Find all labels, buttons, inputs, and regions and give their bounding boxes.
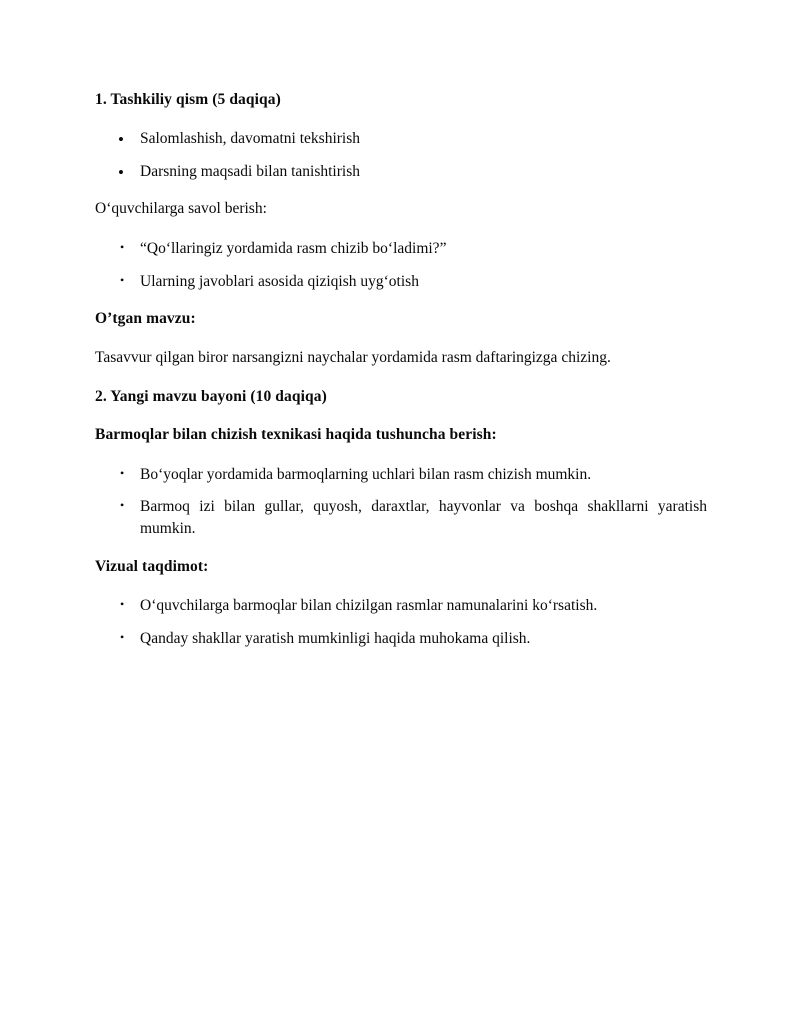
previous-topic-subheading: O’tgan mavzu: — [95, 310, 196, 328]
section-2-heading: 2. Yangi mavzu bayoni (10 daqiqa) — [95, 387, 327, 405]
list-item: • O‘quvchilarga barmoqlar bilan chizilgan rasmlar namunalarini ko‘rsatish. — [95, 595, 707, 617]
technique-subheading: Barmoqlar bilan chizish texnikasi haqida tushuncha berish: — [95, 426, 497, 444]
previous-topic-paragraph: Tasavvur qilgan biror narsangizni naychalar yordamida rasm daftaringizga chizing. — [95, 348, 611, 366]
visual-presentation-subheading: Vizual taqdimot: — [95, 557, 209, 575]
list-item: • Ularning javoblari asosida qiziqish uyg‘otish — [95, 271, 707, 293]
organizational-tasks-list — [95, 128, 707, 183]
list-item: • “Qo‘llaringiz yordamida rasm chizib bo‘ladimi?” — [95, 238, 707, 260]
visual-presentation-list — [95, 595, 707, 650]
list-item: • Barmoq izi bilan gullar, quyosh, daraxtlar, hayvonlar va boshqa shakllarni yaratish mumkin. — [95, 496, 707, 541]
question-intro-paragraph: O‘quvchilarga savol berish: — [95, 200, 267, 218]
technique-list — [95, 464, 707, 541]
section-1-heading: 1. Tashkiliy qism (5 daqiqa) — [95, 91, 281, 108]
questions-list — [95, 238, 707, 293]
list-item: • Salomlashish, davomatni tekshirish — [95, 128, 707, 150]
list-item: • Darsning maqsadi bilan tanishtirish — [95, 161, 707, 183]
document-content — [95, 90, 707, 666]
list-item: • Bo‘yoqlar yordamida barmoqlarning uchlari bilan rasm chizish mumkin. — [95, 464, 707, 486]
list-item: • Qanday shakllar yaratish mumkinligi haqida muhokama qilish. — [95, 628, 707, 650]
